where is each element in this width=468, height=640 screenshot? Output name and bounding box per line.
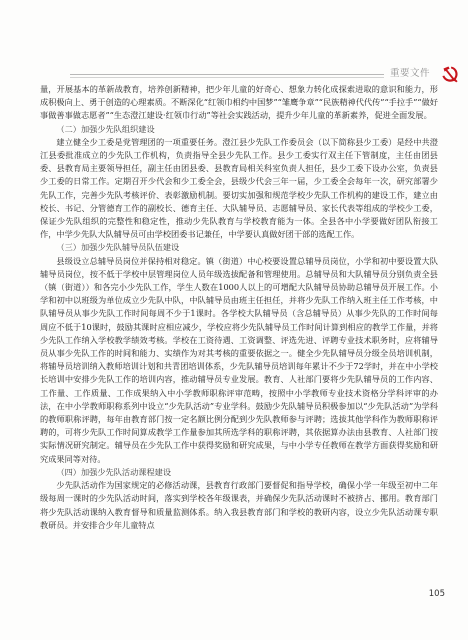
paragraph-curriculum: 少先队活动作为国家规定的必修活动课，县教育行政部门要督促和指导学校，确保小学一年级至初中二年级每周一课时的少先队活动时间，落实到学校各年级课表，并确保少先队活动课时不被挤占、挪用。教育部门将少先队活动课纳入教育督导和质量监测体系。纳入我县教育部门和学校的教研内容，设立少先队活动课专职教研员。并安排合少年儿童特点	[40, 480, 438, 530]
section-heading-organization: （二）加强少先队组织建设	[56, 123, 155, 134]
section-heading-counselors: （三）加强少先队辅导员队伍建设	[56, 242, 180, 253]
body-text	[40, 83, 438, 583]
header-label: 重要文件	[390, 68, 431, 79]
page-number: 105	[428, 589, 445, 599]
paragraph-counselors: 县级设立总辅导员岗位并保持相对稳定。镇（街道）中心校要设置总辅导员岗位，小学和初中要设置大队辅导员岗位，按不低于学校中层管理岗位人员年级选拔配备和管理使用。总辅导员和大队辅导员分别负责全县（镇（街道））和各完小少先队工作，学生人数在1000人以上的可增配大队辅导员协助总辅导员开展工作。小学和初中以班级为单位成立少先队中队，中队辅导员由班主任担任，并将少先队工作纳入班主任工作考核，中队辅导员从事少先队工作时间每周不少于1课时。各学校大队辅导员（含总辅导员）从事少先队的工作时间每周应不低于10课时，鼓励其课时应相应减少，学校应将少先队辅导员工作时间计算到相应的教学工作量，并将少先队工作纳入学校教学绩效考核。学校在工资待遇、工资调整、评选先进、评聘专业技术职务时，应将辅导员从事少先队工作的时间和能力、实绩作为对其考核的重要依据之一。健全少先队辅导员分级全员培训机制，将辅导员培训纳入教师培训计划和共青团培训体系，少先队辅导员培训每年累计不少于72学时，并在中小学校长培训中安排少先队工作的培训内容，推动辅导员专业发展。教育、人社部门要将少先队辅导员的工作内容、工作量、工作质量、工作成果纳入中小学教师职称评审范畴，按照中小学教师专业技术资格分学科评审的办法，在中小学教师职称系列中设立“少先队活动”专业学科。鼓励少先队辅导员积极参加以“少先队活动”为学科的教师职称评聘，每年由教育部门按一定名额比例分配到少先队教师参与评聘；选拔其他学科作为教师职称评聘的，可将少先队工作时间算成教学工作量参加其所选学科的职称评聘，其依据算办法由县教育、人社部门按实际情况研究制定。辅导员在少先队工作中获得奖励和研究成果，与中小学专任教师在教学方面获得奖励和研究成果同等对待。	[40, 255, 438, 464]
header-rule	[70, 74, 384, 75]
paragraph-continued: 量，开展基本的革新战教育，培养创新精神，把少年儿童的好奇心、想象力转化成探索进取的意识和能力，形成积极向上、勇于创造的心理素质。不断深化“红领巾相约中国梦”“雏鹰争章”“民族精神代代传”“手拉手”“做好事做善事做志愿者”“生态澄江建设·红领巾行动”等社会实践活动，提升少年儿童的革新素养，促进全面发展。	[40, 84, 438, 121]
section-heading-curriculum: （四）加强少先队活动课程建设	[56, 466, 172, 477]
party-emblem-icon	[440, 64, 460, 84]
paragraph-organization: 建立健全少工委是党管理团的一项重要任务。澄江县少先队工作委员会（以下简称县少工委）是经中共澄江县委批准成立的少先队工作机构，负责指导全县少先队工作。县少工委实行双主任下管制度，主任由团县委、县教育局主要领导担任，副主任由团县委、县教育局相关科室负责人担任，县少工委下设办公室，负责县少工委的日常工作。定期召开少代会和少工委全会，县级少代会三年一届，少工委全会每年一次，研究部署少先队工作，完善少先队考核评价、表彰激励机制。要切实加强和规范学校少先队工作机构的建设工作，建立由校长、书记、分管德育工作的副校长、德育主任、大队辅导员、志愿辅导员、家长代表等组成的学校少工委，保证少先队组织的完整性和稳定性，推动少先队教育与学校教育能为一体。全县各中小学要做好团队衔接工作，中学少先队大队辅导员可由学校团委书记兼任，中学要认真做好团干部的选配工作。	[40, 136, 438, 240]
